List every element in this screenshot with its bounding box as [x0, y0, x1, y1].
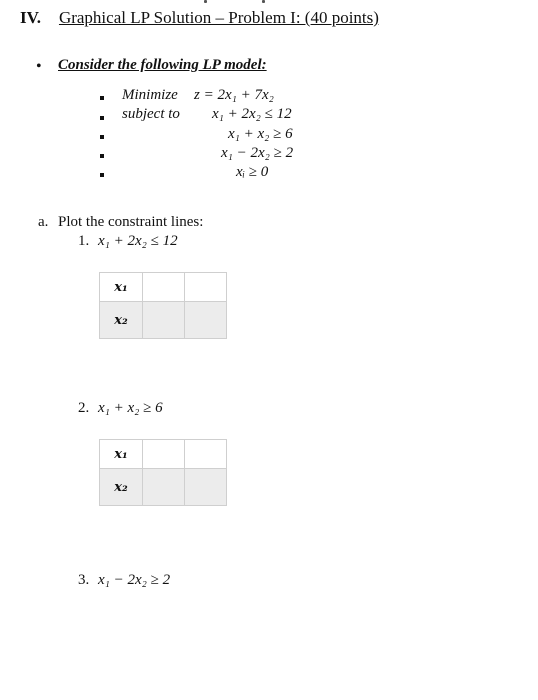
table-cell[interactable]	[143, 302, 185, 339]
bullet-icon: •	[36, 58, 42, 75]
table-row-label-x2: x₂	[100, 469, 143, 506]
item-2-number: 2.	[78, 400, 90, 416]
item-3-expression: x₁ − 2x₂ ≥ 2	[98, 572, 171, 588]
constraint-nonnegativity: xᵢ ≥ 0	[236, 164, 269, 180]
table-cell[interactable]	[143, 469, 185, 506]
value-table-1	[99, 272, 227, 339]
value-table-2	[99, 439, 227, 506]
constraint-3: x₁ − 2x₂ ≥ 2	[221, 145, 294, 161]
consider-heading: Consider the following LP model:	[58, 57, 267, 73]
table-cell[interactable]	[143, 440, 185, 469]
part-a-text: Plot the constraint lines:	[58, 214, 204, 230]
section-title	[20, 8, 379, 28]
square-bullet-icon	[100, 96, 104, 100]
square-bullet-icon	[100, 173, 104, 177]
item-3-number: 3.	[78, 572, 90, 588]
square-bullet-icon	[100, 154, 104, 158]
subject-to-label: subject to	[122, 106, 180, 122]
square-bullet-icon	[100, 135, 104, 139]
item-1-number: 1.	[78, 233, 90, 249]
square-bullet-icon	[100, 116, 104, 120]
table-cell[interactable]	[185, 440, 227, 469]
table-row-label-x1: x₁	[100, 273, 143, 302]
stray-mark	[204, 0, 207, 3]
constraint-1: x₁ + 2x₂ ≤ 12	[212, 106, 292, 122]
section-title-text: Graphical LP Solution – Problem I: (40 points)	[58, 8, 379, 27]
part-a-label: a.	[38, 214, 49, 230]
constraint-2: x₁ + x₂ ≥ 6	[228, 126, 293, 142]
table-row-label-x2: x₂	[100, 302, 143, 339]
stray-mark	[262, 0, 265, 3]
section-number: IV.	[20, 8, 41, 27]
objective-expression: z = 2x₁ + 7x₂	[194, 87, 274, 103]
table-cell[interactable]	[185, 469, 227, 506]
table-cell[interactable]	[185, 273, 227, 302]
objective-label: Minimize	[122, 87, 178, 103]
item-1-expression: x₁ + 2x₂ ≤ 12	[98, 233, 178, 249]
table-row-label-x1: x₁	[100, 440, 143, 469]
table-cell[interactable]	[185, 302, 227, 339]
item-2-expression: x₁ + x₂ ≥ 6	[98, 400, 163, 416]
table-cell[interactable]	[143, 273, 185, 302]
